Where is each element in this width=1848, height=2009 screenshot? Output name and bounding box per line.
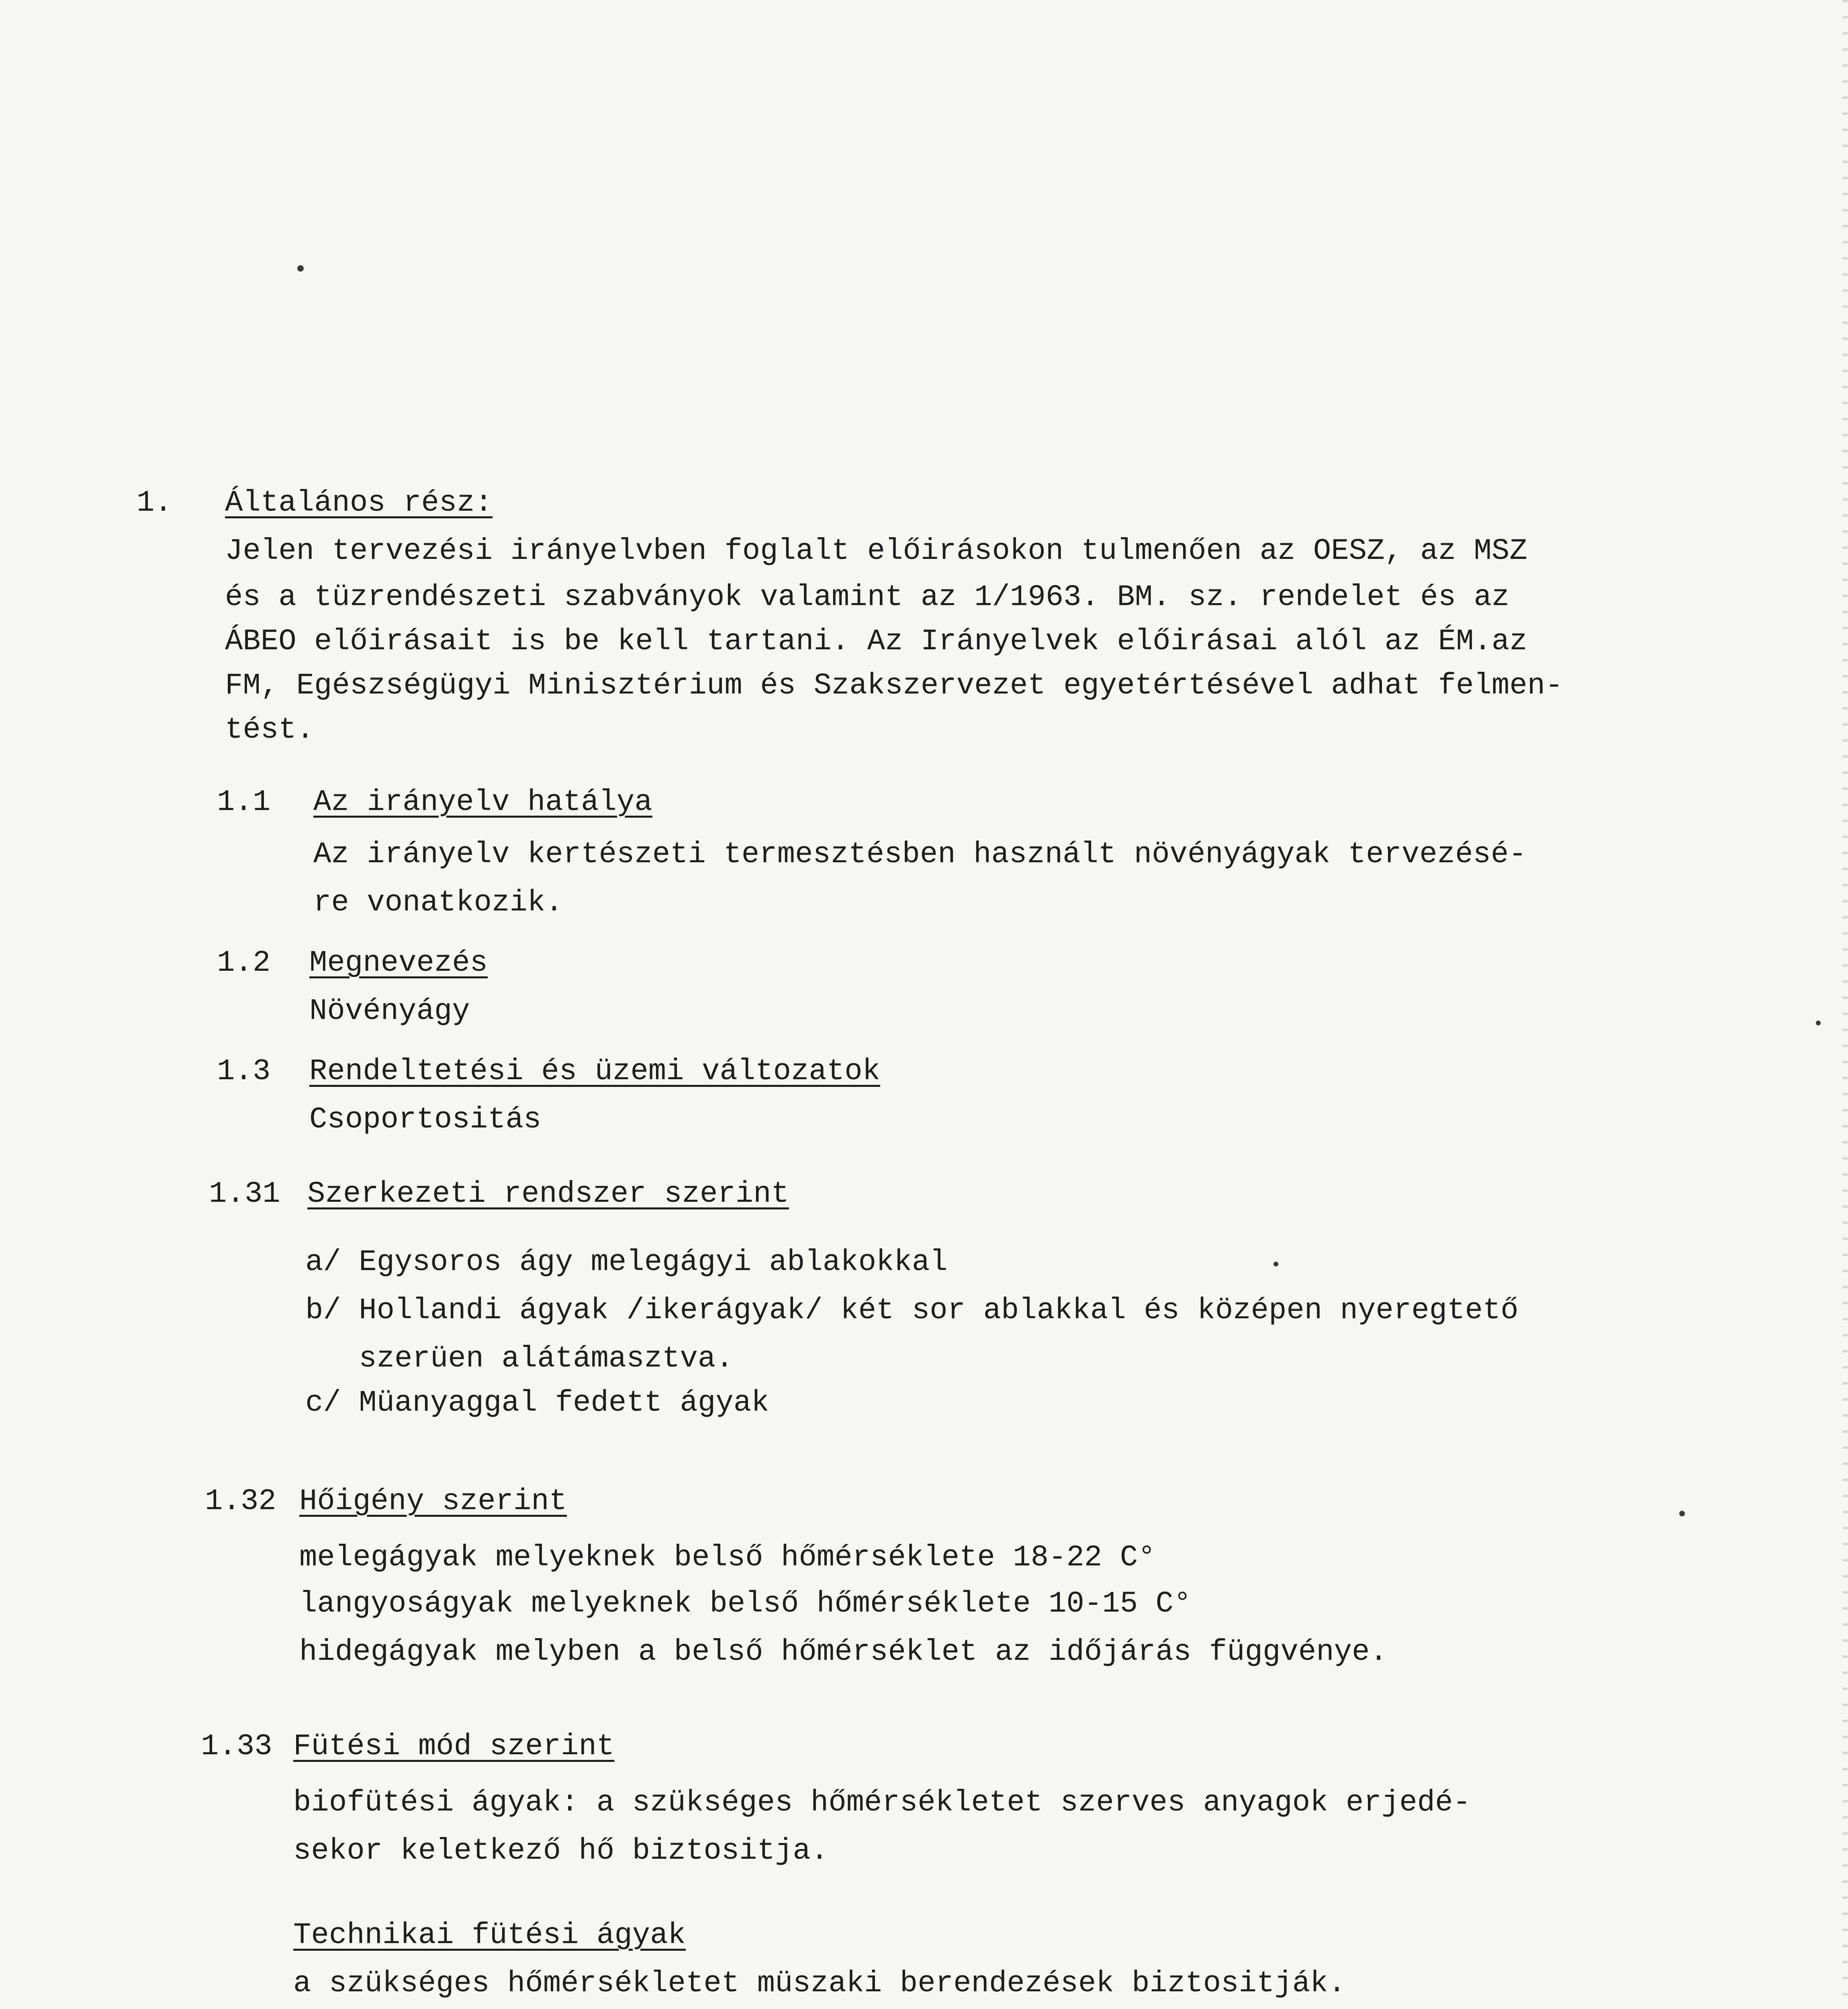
section-1-2-text: Növényágy [309,994,470,1028]
section-1-33-line-2: sekor keletkező hő biztositja. [293,1834,829,1868]
section-1-32-line-2: langyoságyak melyeknek belső hőmérséklete 10-15 C° [299,1587,1192,1621]
section-1-1-line-1: Az irányelv kertészeti termesztésben használt növényágyak tervezésé- [313,838,1527,872]
section-1-title: Általános rész: [225,486,493,520]
section-1-line-2: és a tüzrendészeti szabványok valamint az 1/1963. BM. sz. rendelet és az [225,581,1510,614]
section-1-31-line-3: szerüen alátámasztva. [305,1342,734,1376]
section-1-32-line-1: melegágyak melyeknek belső hőmérséklete 18-22 C° [299,1541,1156,1575]
section-1-32-title: Hőigény szerint [299,1485,567,1518]
section-1-3-number: 1.3 [217,1055,271,1088]
section-1-2-title: Megnevezés [309,946,488,980]
section-1-31-line-4: c/ Müanyaggal fedett ágyak [305,1386,769,1420]
section-1-line-5: tést. [225,713,315,747]
section-1-2-number: 1.2 [217,946,271,980]
section-1-31-line-1: a/ Egysoros ágy melegágyi ablakokkal [305,1246,948,1279]
section-1-1-title: Az irányelv hatálya [313,786,652,819]
section-1-31-number: 1.31 [209,1177,280,1211]
section-1-32-line-3: hidegágyak melyben a belső hőmérséklet az időjárás függvénye. [299,1635,1388,1669]
section-1-32-number: 1.32 [205,1485,276,1518]
section-1-33-line-1: biofütési ágyak: a szükséges hőmérsékletet szerves anyagok erjedé- [293,1786,1471,1820]
scan-speckle [297,265,304,272]
section-1-line-1: Jelen tervezési irányelvben foglalt előirásokon tulmenően az OESZ, az MSZ [225,534,1527,568]
scan-speckle [1816,1021,1821,1025]
scan-speckle [1274,1262,1278,1266]
section-1-33-number: 1.33 [201,1730,272,1764]
section-1-1-number: 1.1 [217,786,271,819]
section-1-31-line-2: b/ Hollandi ágyak /ikerágyak/ két sor ablakkal és középen nyeregtető [305,1294,1519,1328]
scan-speckle [1679,1511,1685,1516]
section-1-1-line-2: re vonatkozik. [313,886,563,920]
section-1-3-text: Csoportositás [309,1103,542,1137]
section-1-33-sub-title: Technikai fütési ágyak [293,1919,686,1952]
section-1-33-sub-line: a szükséges hőmérsékletet müszaki berendezések biztositják. [293,1967,1346,2001]
section-1-31-title: Szerkezeti rendszer szerint [307,1177,789,1211]
section-1-number: 1. [137,486,172,520]
section-1-3-title: Rendeltetési és üzemi változatok [309,1055,881,1088]
section-1-33-title: Fütési mód szerint [293,1730,615,1764]
scan-edge-marks [1842,0,1848,2009]
section-1-line-4: FM, Egészségügyi Minisztérium és Szakszervezet egyetértésével adhat felmen- [225,669,1563,703]
section-1-line-3: ÁBEO előirásait is be kell tartani. Az Irányelvek előirásai alól az ÉM.az [225,625,1527,659]
